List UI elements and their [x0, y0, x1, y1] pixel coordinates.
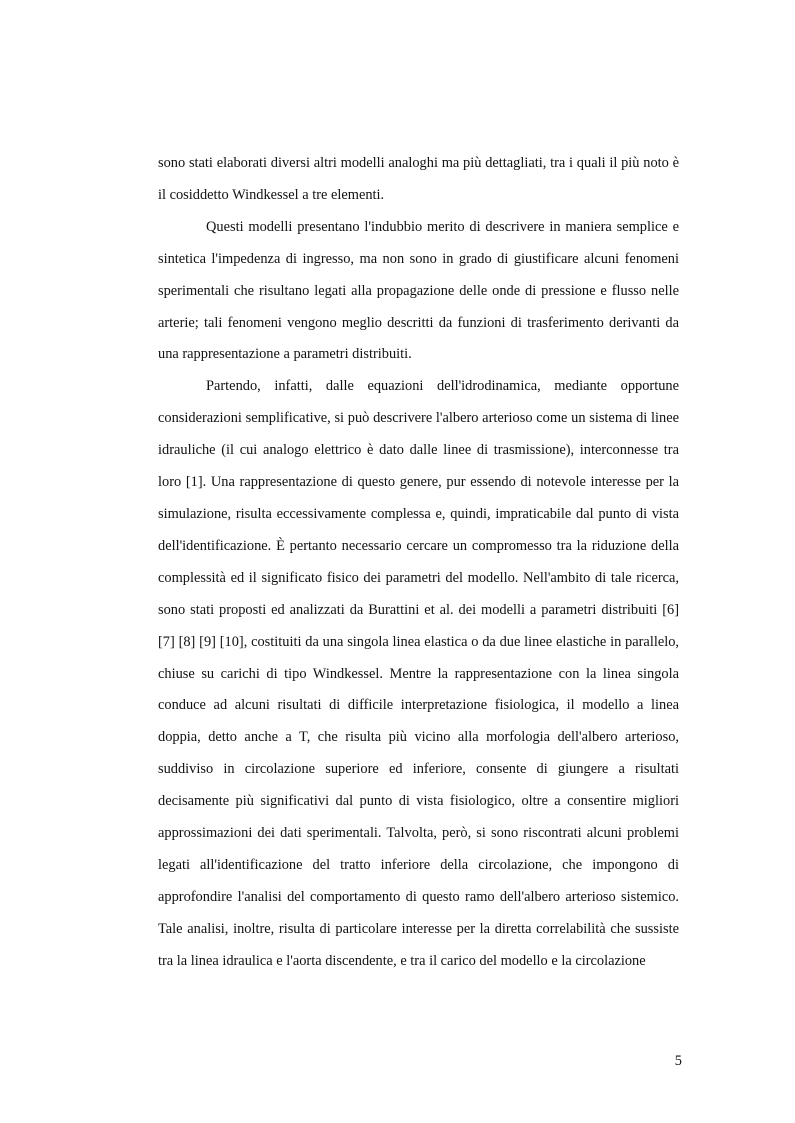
document-body — [158, 148, 679, 978]
paragraph-3: Partendo, infatti, dalle equazioni dell'idrodinamica, mediante opportune considerazioni semplificative, si può descrivere l'albero arterioso come un sistema di linee idrauliche (il cui analogo elettrico è dato dalle linee di trasmissione), interconnesse tra loro [1]. Una rappresentazione di questo genere, pur essendo di notevole interesse per la simulazione, risulta eccessivamente complessa e, quindi, impraticabile dal punto di vista dell'identificazione. È pertanto necessario cercare un compromesso tra la riduzione della complessità ed il significato fisico dei parametri del modello. Nell'ambito di tale ricerca, sono stati proposti ed analizzati da Burattini et al. dei modelli a parametri distribuiti [6] [7] [8] [9] [10], costituiti da una singola linea elastica o da due linee elastiche in parallelo, chiuse su carichi di tipo Windkessel. Mentre la rappresentazione con la linea singola conduce ad alcuni risultati di difficile interpretazione fisiologica, il modello a linea doppia, detto anche a T, che risulta più vicino alla morfologia dell'albero arterioso, suddiviso in circolazione superiore ed inferiore, consente di giungere a risultati decisamente più significativi dal punto di vista fisiologico, oltre a consentire migliori approssimazioni dei dati sperimentali. Talvolta, però, si sono riscontrati alcuni problemi legati all'identificazione del tratto inferiore della circolazione, che impongono di approfondire l'analisi del comportamento di questo ramo dell'albero arterioso sistemico. Tale analisi, inoltre, risulta di particolare interesse per la diretta correlabilità che sussiste tra la linea idraulica e l'aorta discendente, e tra il carico del modello e la circolazione — [158, 378, 679, 969]
paragraph-2: Questi modelli presentano l'indubbio merito di descrivere in maniera semplice e sintetica l'impedenza di ingresso, ma non sono in grado di giustificare alcuni fenomeni sperimentali che risultano legati alla propagazione delle onde di pressione e flusso nelle arterie; tali fenomeni vengono meglio descritti da funzioni di trasferimento derivanti da una rappresentazione a parametri distribuiti. — [158, 218, 679, 363]
page-number: 5 — [674, 1053, 682, 1069]
paragraph-1: sono stati elaborati diversi altri modelli analoghi ma più dettagliati, tra i quali il più noto è il cosiddetto Windkessel a tre elementi. — [158, 155, 679, 203]
